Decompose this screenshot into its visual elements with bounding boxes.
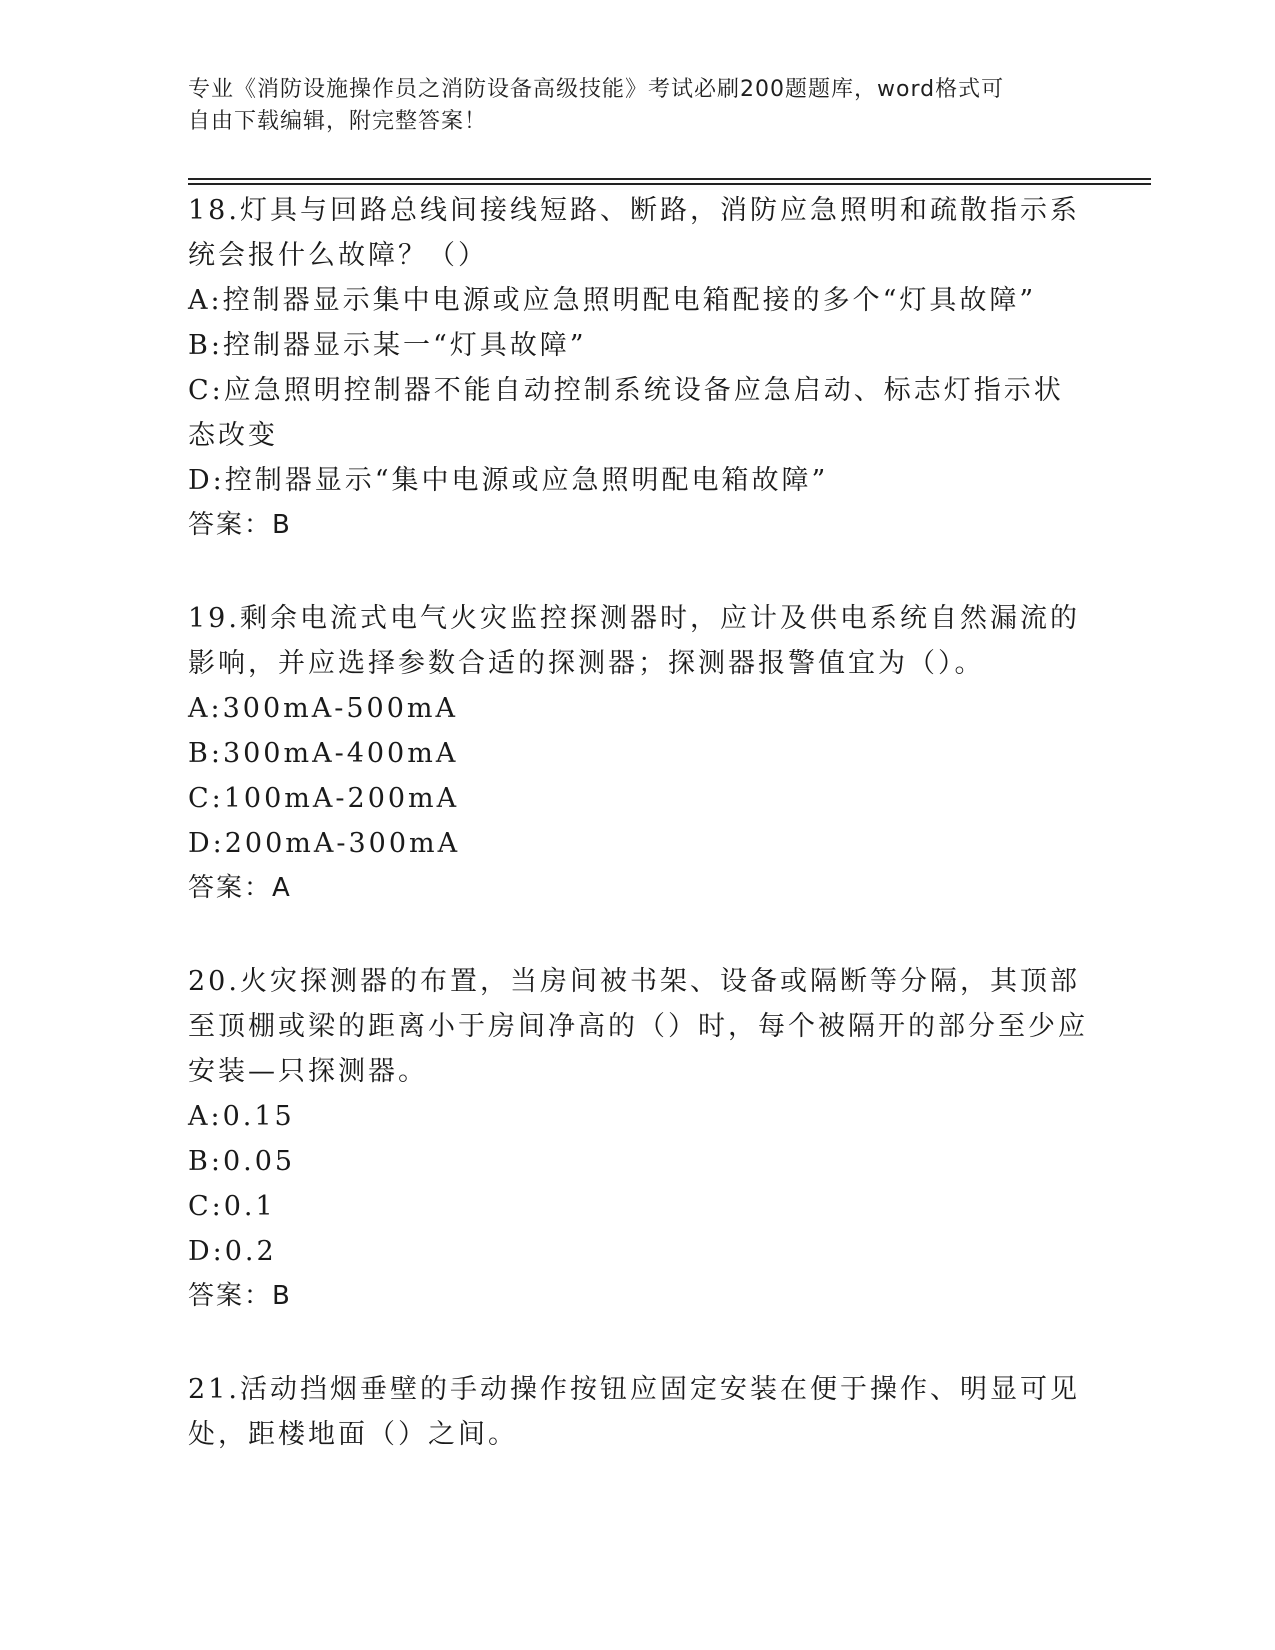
- option-b: B:控制器显示某一“灯具故障”: [188, 330, 587, 361]
- question-text: 21.活动挡烟垂壁的手动操作按钮应固定安装在便于操作、明显可见处，距楼地面（）之间。: [188, 1374, 1080, 1450]
- question-18: [188, 186, 1088, 548]
- option-a: A:300mA-500mA: [188, 693, 458, 724]
- header-divider-bottom: [188, 183, 1151, 185]
- option-d: D:200mA-300mA: [188, 828, 461, 859]
- option-c: C:100mA-200mA: [188, 783, 460, 814]
- question-text: 19.剩余电流式电气火灾监控探测器时，应计及供电系统自然漏流的影响，并应选择参数合适的探测器；探测器报警值宜为（）。: [188, 603, 1080, 679]
- spacer: [188, 1319, 1088, 1365]
- option-c: C:0.1: [188, 1191, 276, 1222]
- question-20: [188, 957, 1088, 1319]
- question-text: 20.火灾探测器的布置，当房间被书架、设备或隔断等分隔，其顶部至顶棚或梁的距离小于房间净高的（）时，每个被隔开的部分至少应安装—只探测器。: [188, 966, 1088, 1087]
- option-a: A:0.15: [188, 1101, 295, 1132]
- spacer: [188, 548, 1088, 594]
- header-line-1: 专业《消防设施操作员之消防设备高级技能》考试必刷200题题库，word格式可: [188, 77, 1005, 102]
- question-19: [188, 594, 1088, 911]
- option-b: B:300mA-400mA: [188, 738, 459, 769]
- question-text: 18.灯具与回路总线间接线短路、断路，消防应急照明和疏散指示系统会报什么故障？（）: [188, 195, 1080, 271]
- spacer: [188, 911, 1088, 957]
- option-d: D:控制器显示“集中电源或应急照明配电箱故障”: [188, 465, 829, 496]
- option-d: D:0.2: [188, 1236, 277, 1267]
- question-list: [188, 186, 1088, 1457]
- question-21: [188, 1365, 1088, 1457]
- answer-line: 答案：A: [188, 873, 292, 903]
- header-divider-top: [188, 178, 1151, 180]
- option-b: B:0.05: [188, 1146, 296, 1177]
- answer-line: 答案：B: [188, 510, 292, 540]
- document-header: [188, 74, 1068, 138]
- option-c: C:应急照明控制器不能自动控制系统设备应急启动、标志灯指示状态改变: [188, 375, 1064, 451]
- header-line-2: 自由下载编辑，附完整答案！: [188, 109, 488, 134]
- answer-line: 答案：B: [188, 1281, 292, 1311]
- option-a: A:控制器显示集中电源或应急照明配电箱配接的多个“灯具故障”: [188, 285, 1037, 316]
